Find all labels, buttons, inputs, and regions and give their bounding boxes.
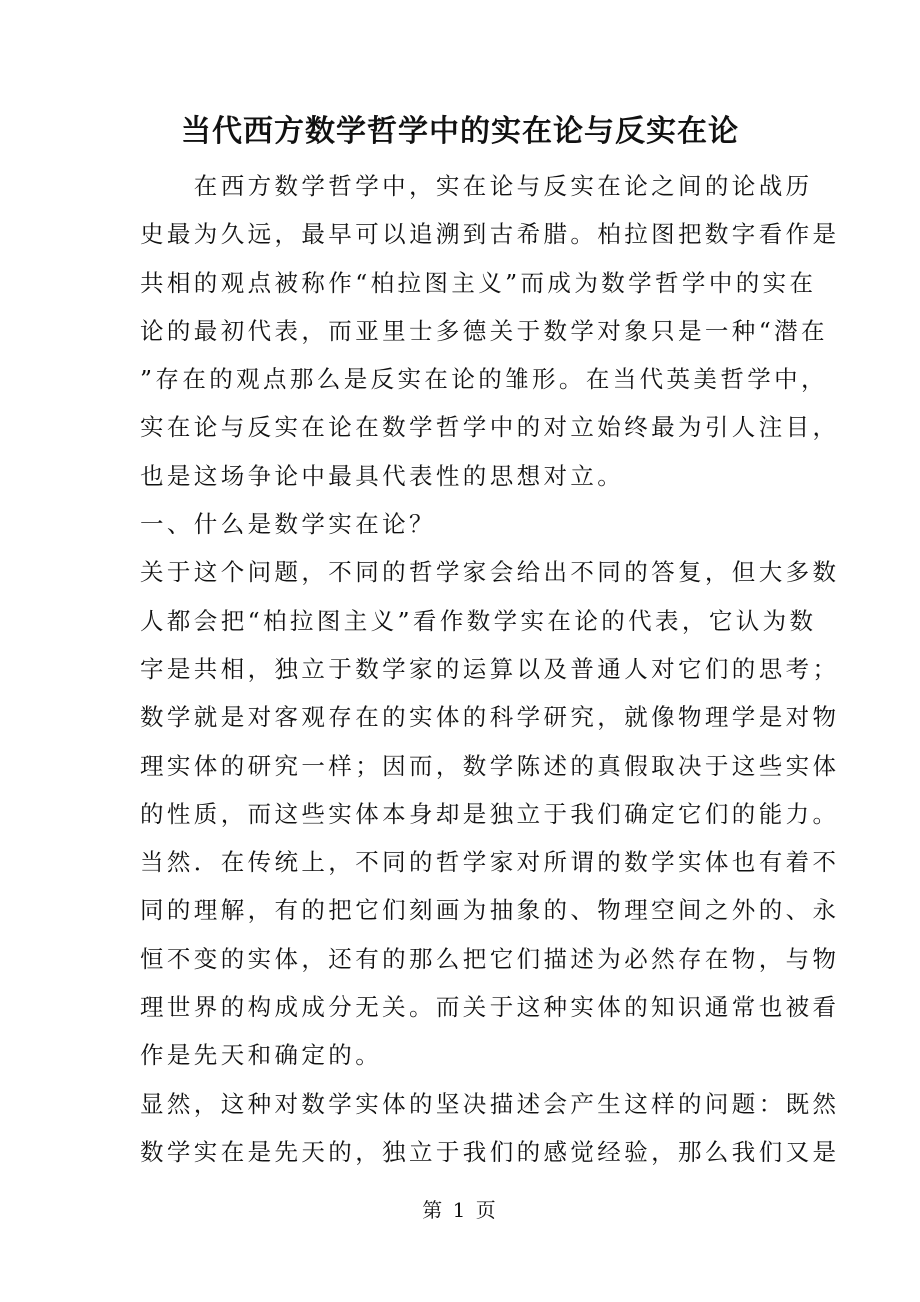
text-line: 关于这个问题，不同的哲学家会给出不同的答复，但大多数 — [140, 558, 840, 587]
document-title: 当代西方数学哲学中的实在论与反实在论 — [181, 114, 739, 149]
text-line: 数学就是对客观存在的实体的科学研究，就像物理学是对物 — [140, 703, 840, 732]
text-line: 史最为久远，最早可以追溯到古希腊。柏拉图把数字看作是 — [140, 220, 840, 249]
text-line: 实在论与反实在论在数学哲学中的对立始终最为引人注目， — [140, 413, 840, 442]
text-line: 数学实在是先天的，独立于我们的感觉经验，那么我们又是 — [140, 1137, 840, 1166]
text-line: 显然，这种对数学实体的坚决描述会产生这样的问题：既然 — [140, 1089, 840, 1118]
text-line: 人都会把“柏拉图主义”看作数学实在论的代表，它认为数 — [140, 606, 817, 635]
text-line: 理实体的研究一样；因而，数学陈述的真假取决于这些实体 — [140, 751, 840, 780]
text-line: 恒不变的实体，还有的那么把它们描述为必然存在物，与物 — [140, 944, 840, 973]
text-line: ”存在的观点那么是反实在论的雏形。在当代英美哲学中， — [140, 365, 828, 394]
text-line: 也是这场争论中最具代表性的思想对立。 — [140, 461, 625, 490]
text-line: 共相的观点被称作“柏拉图主义”而成为数学哲学中的实在 — [140, 268, 817, 297]
text-line: 字是共相，独立于数学家的运算以及普通人对它们的思考； — [140, 654, 840, 683]
text-line: 论的最初代表，而亚里士多德关于数学对象只是一种“潜在 — [140, 316, 828, 345]
text-line: 在西方数学哲学中，实在论与反实在论之间的论战历 — [140, 172, 813, 200]
section-heading: 一、什么是数学实在论？ — [140, 510, 436, 539]
text-line: 当然．在传统上，不同的哲学家对所谓的数学实体也有着不 — [140, 848, 840, 877]
text-line: 作是先天和确定的。 — [140, 1041, 383, 1070]
text-line: 同的理解，有的把它们刻画为抽象的、物理空间之外的、永 — [140, 896, 840, 925]
document-body — [140, 162, 840, 1176]
text-line: 的性质，而这些实体本身却是独立于我们确定它们的能力。 — [140, 799, 840, 828]
page-number: 第 1 页 — [422, 1198, 498, 1222]
text-line: 理世界的构成成分无关。而关于这种实体的知识通常也被看 — [140, 993, 840, 1022]
